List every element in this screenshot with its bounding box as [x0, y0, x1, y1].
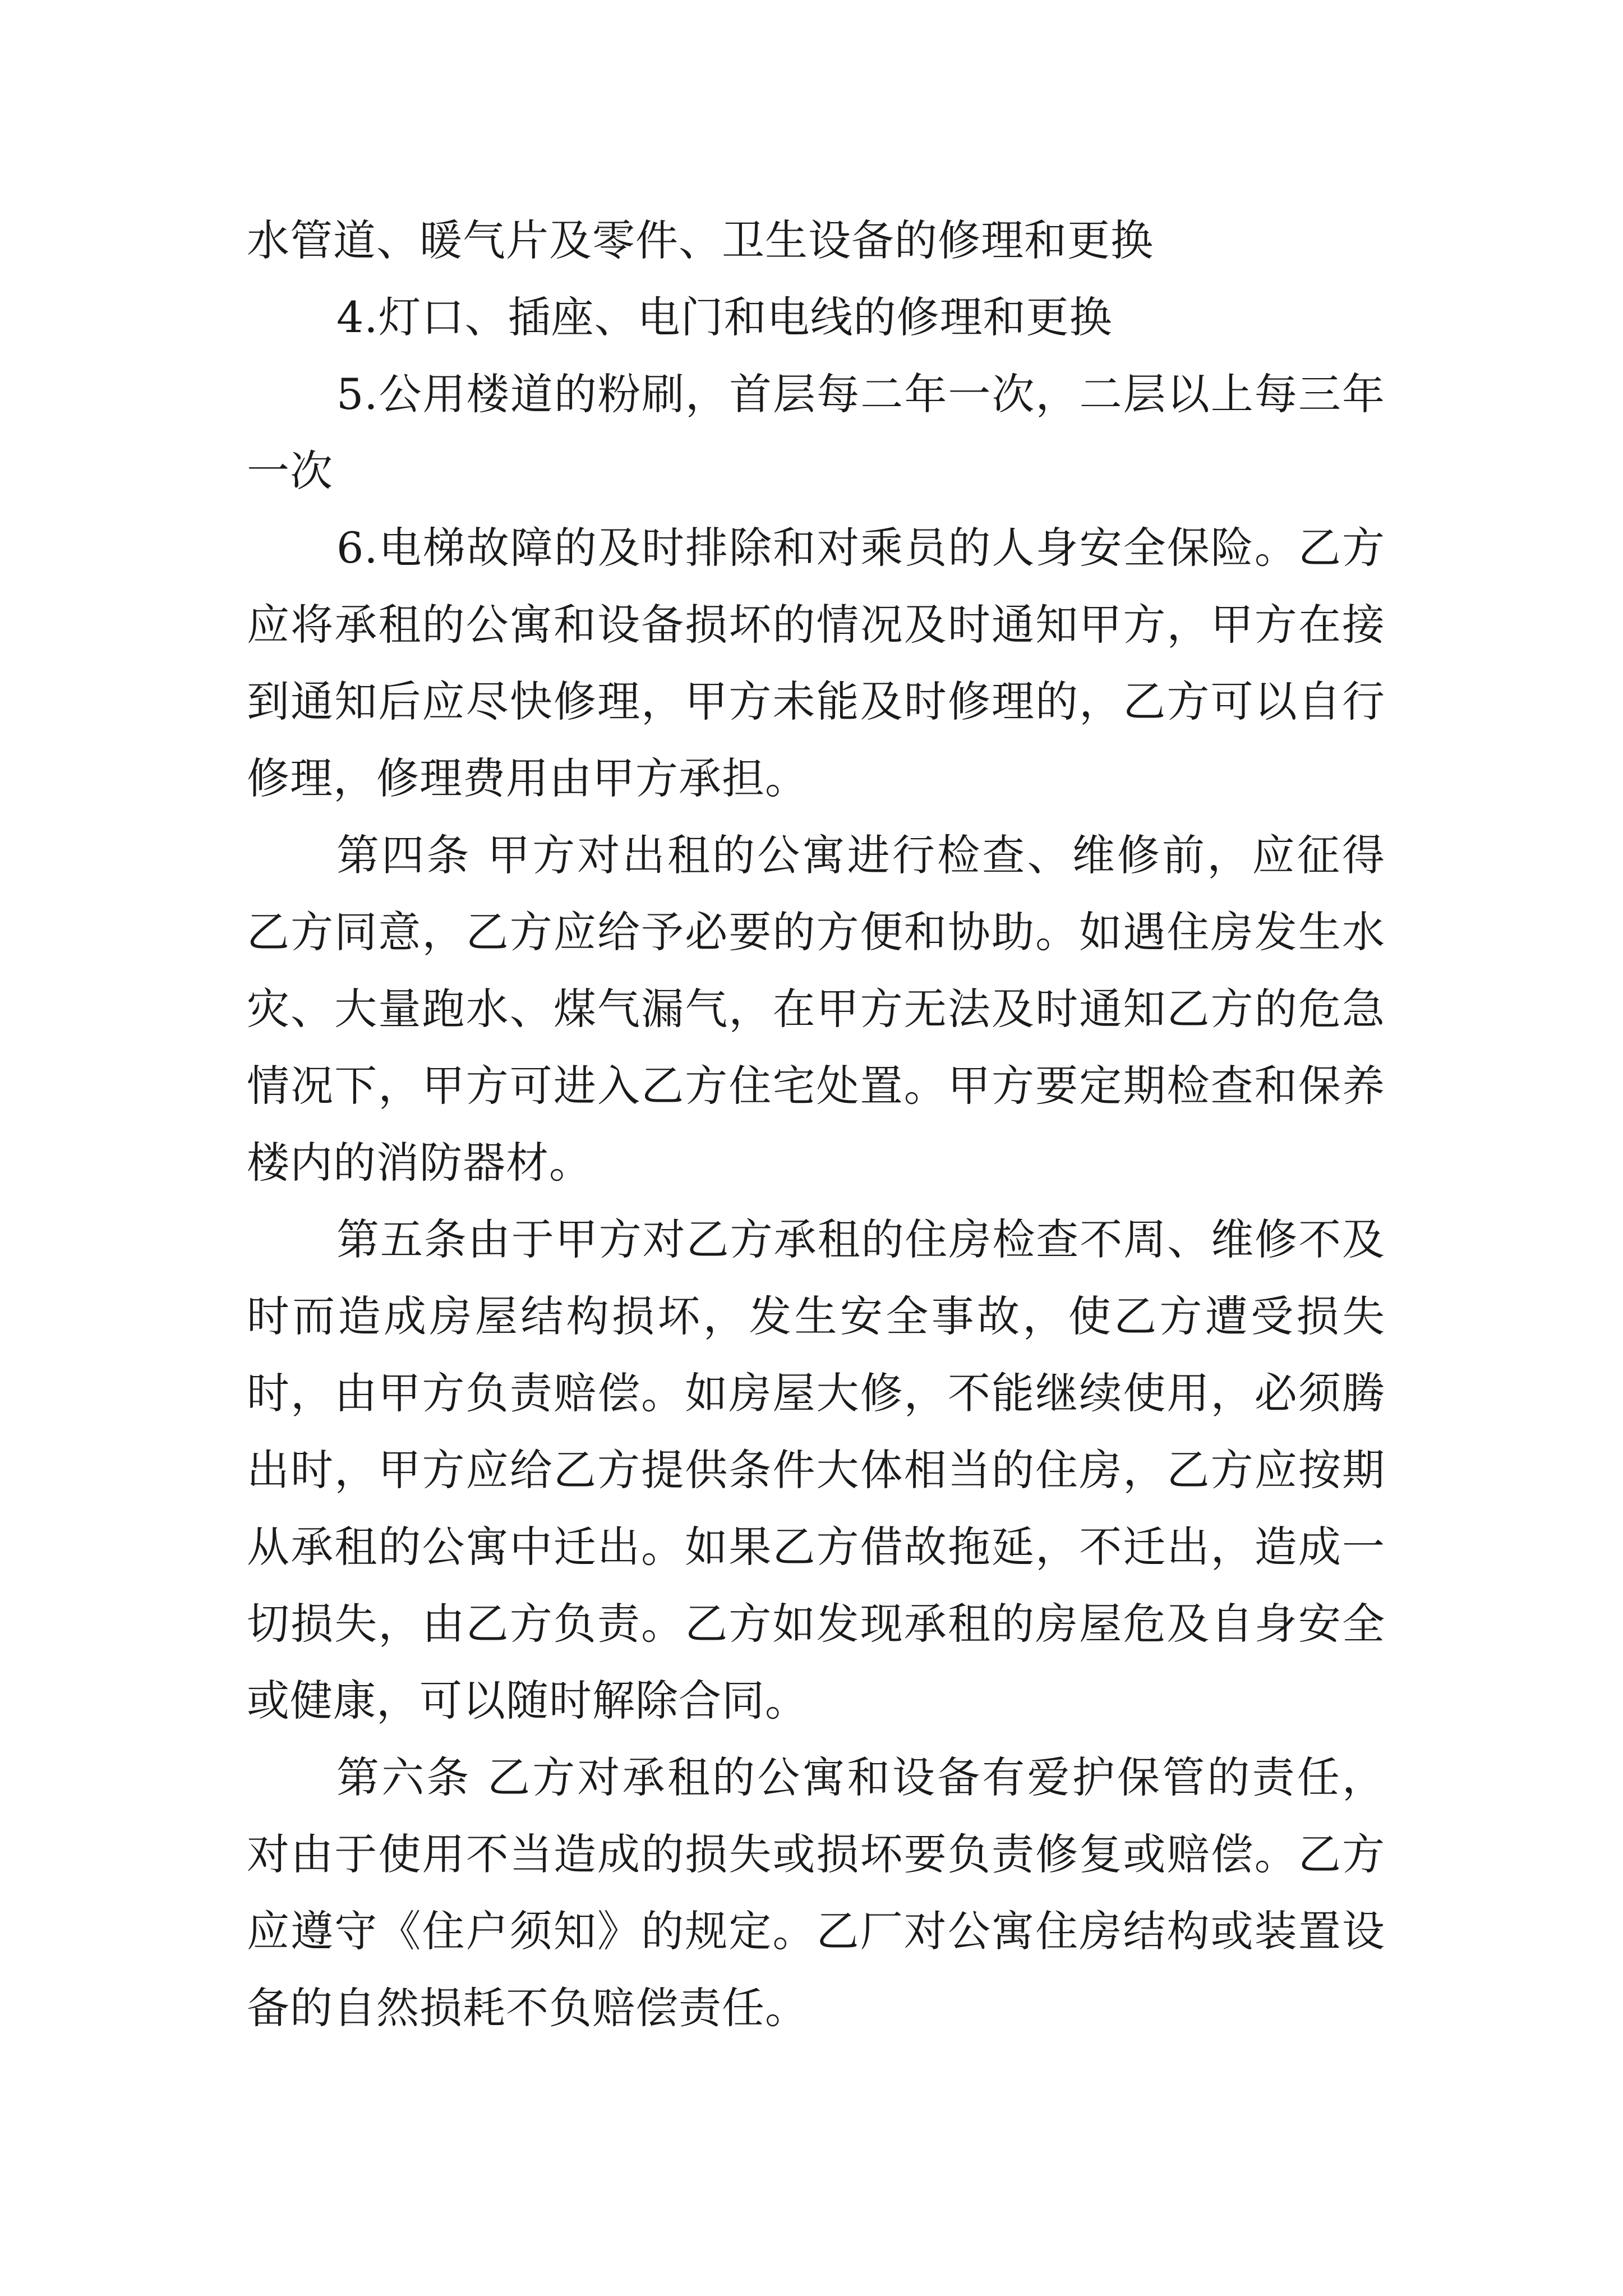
paragraph-article-6: 第六条 乙方对承租的公寓和设备有爱护保管的责任，对由于使用不当造成的损失或损坏要负责修复或赔偿。乙方应遵守《住户须知》的规定。乙厂对公寓住房结构或装置设备的自然损耗不负赔偿责任。	[247, 1752, 1385, 2033]
paragraph-item-4: 4.灯口、插座、电门和电线的修理和更换	[336, 292, 1113, 342]
document-body	[247, 202, 1385, 2046]
paragraph-article-4: 第四条 甲方对出租的公寓进行检查、维修前，应征得乙方同意，乙方应给予必要的方便和协助。如遇住房发生水灾、大量跑水、煤气漏气，在甲方无法及时通知乙方的危急情况下，甲方可进入乙方住宅处置。甲方要定期检查和保养楼内的消防器材。	[247, 830, 1385, 1188]
paragraph-item-5: 5.公用楼道的粉刷，首层每二年一次，二层以上每三年一次	[247, 369, 1385, 496]
paragraph-article-5: 第五条由于甲方对乙方承租的住房检查不周、维修不及时而造成房屋结构损坏，发生安全事故，使乙方遭受损失时，由甲方负责赔偿。如房屋大修，不能继续使用，必须腾出时，甲方应给乙方提供条件大体相当的住房，乙方应按期从承租的公寓中迁出。如果乙方借故拖延，不迁出，造成一切损失，由乙方负责。乙方如发现承租的房屋危及自身安全或健康，可以随时解除合同。	[247, 1214, 1385, 1726]
paragraph-item-6: 6.电梯故障的及时排除和对乘员的人身安全保险。乙方应将承租的公寓和设备损坏的情况及时通知甲方，甲方在接到通知后应尽快修理，甲方未能及时修理的，乙方可以自行修理，修理费用由甲方承担。	[247, 523, 1385, 803]
paragraph-continued: 水管道、暖气片及零件、卫生设备的修理和更换	[247, 215, 1154, 265]
